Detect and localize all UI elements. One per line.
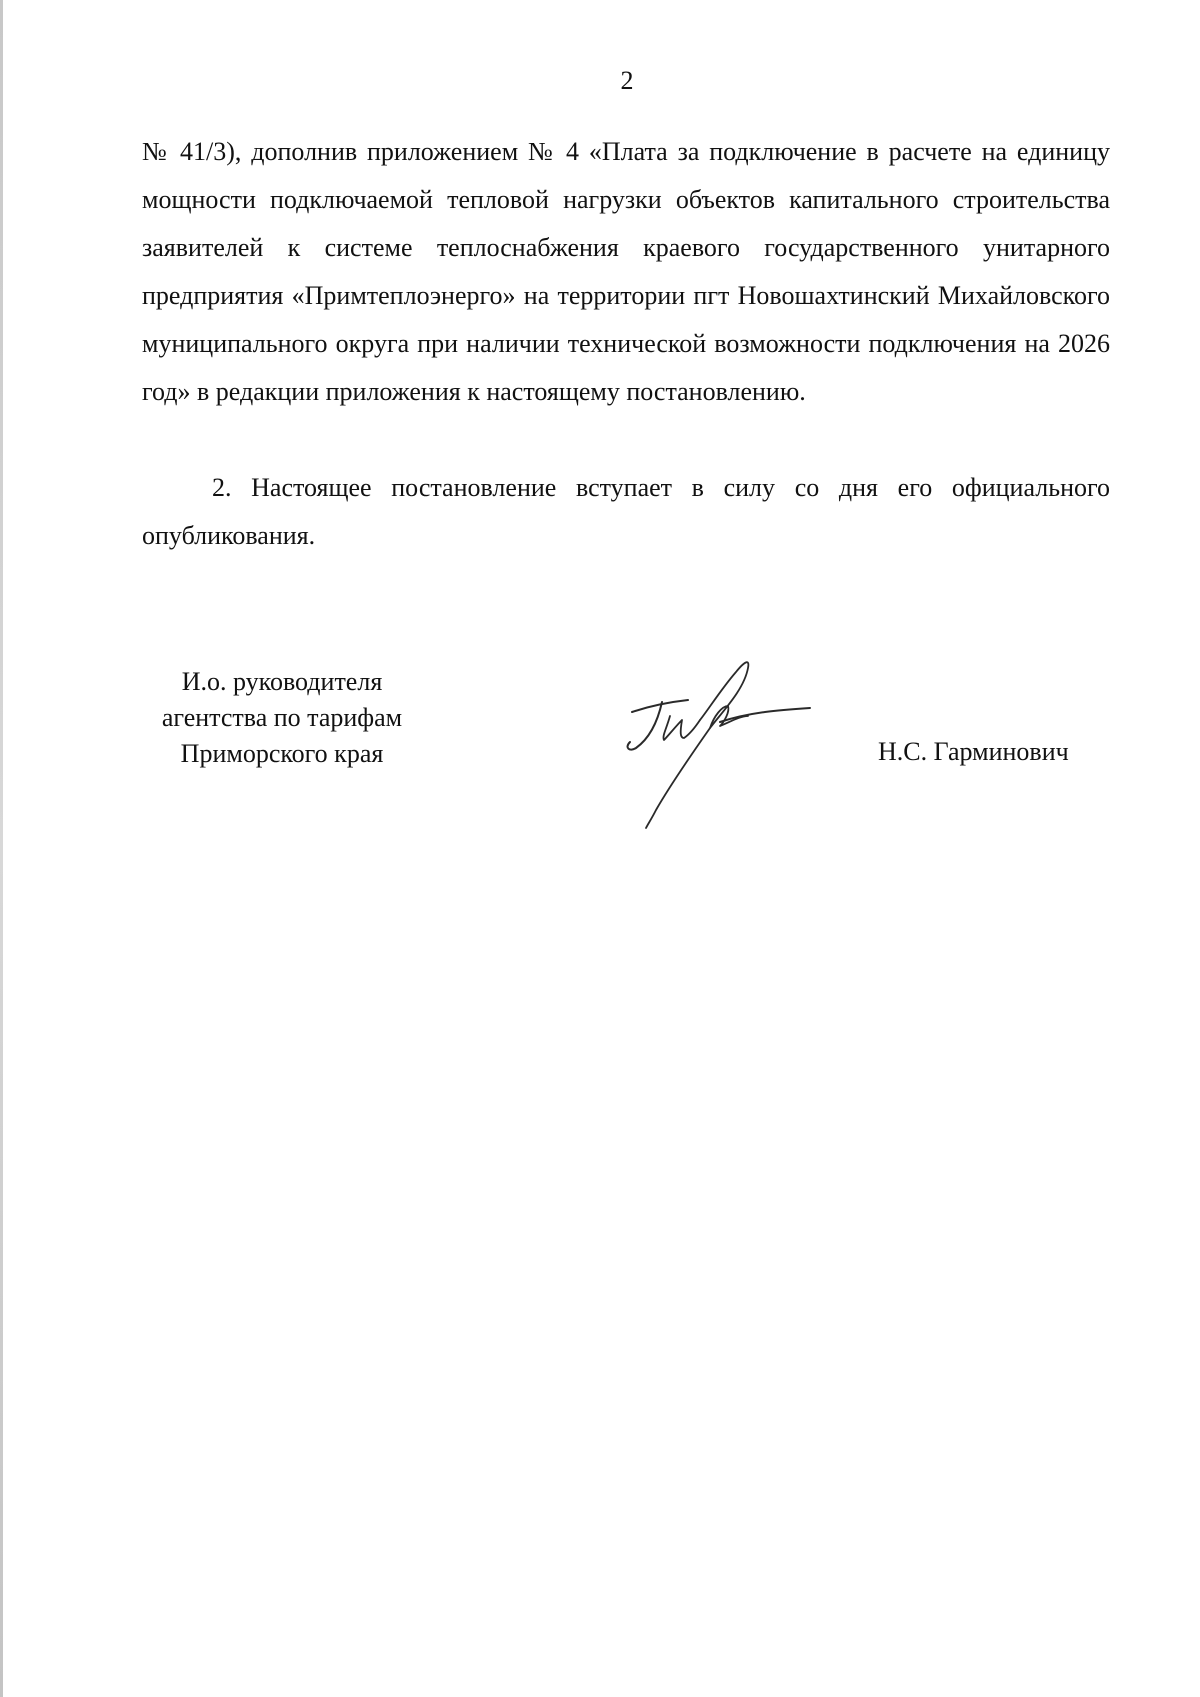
paragraph-amendment: № 41/3), дополнив приложением № 4 «Плата за подключение в расчете на единицу мощности подключаемой тепловой нагрузки объектов капитального строительства заявителей к системе теплоснабжения краевого государственного унитарного предприятия «Примтеплоэнерго» на территории пгт Новошахтинский Михайловского муниципального округа при наличии технической возможности подключения на 2026 год» в редакции приложения к настоящему постановлению.: [142, 137, 1110, 406]
signatory-title-line: И.о. руководителя: [181, 667, 383, 696]
signature-stroke: [663, 716, 700, 740]
scan-edge: [0, 0, 3, 1697]
signatory-title: [142, 664, 422, 772]
page-number: 2: [620, 66, 634, 95]
signatory-title-line: агентства по тарифам: [161, 703, 403, 732]
handwritten-signature: [610, 650, 820, 840]
signer-name: Н.С. Гарминович: [878, 737, 1069, 766]
signature-stroke: [710, 706, 748, 728]
signature-stroke: [646, 662, 748, 828]
signatory-title-line: Приморского края: [180, 739, 384, 768]
paragraph-effective-date: 2. Настоящее постановление вступает в силу со дня его официального опубликования.: [142, 473, 1110, 550]
